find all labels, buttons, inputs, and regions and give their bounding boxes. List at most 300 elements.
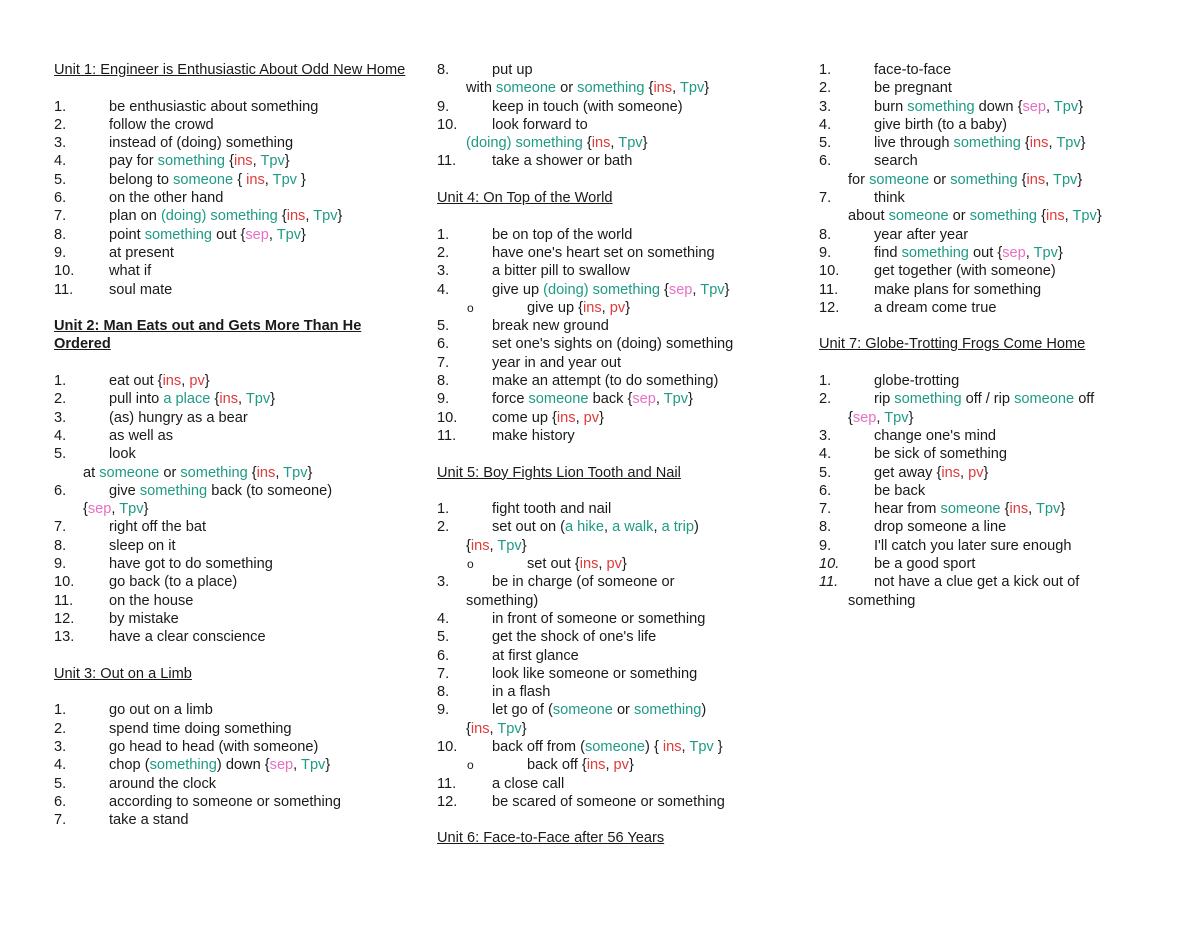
item-text — [492, 665, 697, 683]
text-run: be sick of something — [874, 446, 1008, 463]
list-item — [819, 427, 1179, 445]
item-text — [492, 775, 564, 793]
list-item — [437, 317, 797, 335]
text-run: find — [874, 244, 902, 261]
text-run: , — [181, 373, 190, 390]
placeholder-term: Tpv — [1053, 171, 1078, 188]
placeholder-term: something — [894, 391, 962, 408]
item-number: 3. — [819, 427, 832, 444]
item-number: 2. — [437, 244, 450, 261]
text-run: look — [109, 446, 136, 463]
text-run: for — [848, 171, 870, 188]
list-item — [819, 555, 1179, 573]
text-run: , — [293, 757, 302, 774]
list-item — [437, 98, 797, 116]
text-run: break new ground — [492, 318, 609, 335]
column-2 — [437, 61, 797, 848]
item-number: 6. — [819, 153, 832, 170]
type-tag: ins — [579, 556, 599, 573]
item-text — [109, 555, 273, 573]
list-item — [54, 518, 414, 536]
item-text — [874, 189, 905, 207]
item-text — [848, 592, 915, 610]
item-number: 11. — [54, 281, 74, 298]
sub-item — [437, 299, 797, 317]
item-text — [109, 189, 223, 207]
text-run: I'll catch you later sure enough — [874, 537, 1072, 554]
item-number: 10. — [819, 263, 840, 280]
type-tag: ins — [219, 391, 239, 408]
list-item — [437, 354, 797, 372]
text-run: what if — [109, 263, 152, 280]
item-text — [109, 811, 189, 829]
list-item — [437, 116, 797, 134]
item-number: 2. — [54, 391, 67, 408]
text-run: , — [655, 391, 664, 408]
item-number: 1. — [54, 98, 67, 115]
item-number: 12. — [54, 610, 75, 627]
text-run: (as) hungry as a bear — [109, 409, 248, 426]
item-text — [492, 738, 723, 756]
text-run: give birth (to a baby) — [874, 116, 1008, 133]
text-run: get together (with someone) — [874, 263, 1056, 280]
placeholder-term: Tpv — [272, 171, 297, 188]
list-item — [437, 701, 797, 719]
list-item — [54, 262, 414, 280]
text-run: out { — [968, 244, 1003, 261]
list-item — [819, 299, 1179, 317]
text-run: , — [960, 464, 969, 481]
list-item — [437, 372, 797, 390]
type-tag: ins — [591, 135, 611, 152]
text-run: a bitter pill to swallow — [492, 263, 630, 280]
placeholder-term: Tpv — [1036, 501, 1061, 518]
placeholder-term: someone — [528, 391, 589, 408]
unit-heading — [437, 464, 797, 482]
list-item — [819, 445, 1179, 463]
placeholder-term: someone — [552, 702, 613, 719]
item-text — [492, 518, 699, 536]
text-run: burn — [874, 98, 908, 115]
item-text — [466, 79, 709, 97]
list-item — [54, 427, 414, 445]
item-text — [492, 793, 725, 811]
placeholder-term: something — [577, 80, 645, 97]
item-continuation — [819, 207, 1179, 225]
list-item — [437, 409, 797, 427]
list-item — [437, 244, 797, 262]
text-run: give up — [492, 281, 544, 298]
item-text — [874, 299, 996, 317]
text-run: { — [659, 281, 669, 298]
item-number: 11. — [54, 592, 74, 609]
column-3 — [819, 61, 1179, 610]
text-run: } — [704, 80, 710, 97]
text-run: set one's sights on (doing) something — [492, 336, 734, 353]
text-run: , — [1046, 98, 1054, 115]
item-text — [109, 592, 193, 610]
item-number: 1. — [54, 373, 67, 390]
text-run: , — [605, 757, 614, 774]
item-text — [874, 281, 1041, 299]
list-item — [54, 244, 414, 262]
list-item — [437, 738, 797, 756]
text-run: hear from — [874, 501, 941, 518]
item-number: 8. — [54, 226, 67, 243]
placeholder-term: Tpv — [497, 537, 522, 554]
text-run: } — [983, 464, 989, 481]
list-item — [437, 226, 797, 244]
list-item — [819, 390, 1179, 408]
text-run: , — [681, 738, 690, 755]
text-run: } — [270, 391, 276, 408]
item-number: 9. — [819, 537, 832, 554]
placeholder-term: (doing) something — [160, 208, 278, 225]
list-item — [437, 335, 797, 353]
text-run: pay for — [109, 153, 158, 170]
item-text — [527, 756, 634, 774]
item-text — [527, 299, 630, 317]
item-text — [492, 500, 611, 518]
item-text — [109, 482, 332, 500]
spacer — [54, 79, 414, 97]
item-text — [874, 116, 1007, 134]
text-run: , — [1064, 208, 1073, 225]
placeholder-term: Tpv — [276, 226, 302, 243]
item-text — [848, 207, 1102, 225]
text-run: take a shower or bath — [492, 153, 633, 170]
item-number: 6. — [437, 336, 450, 353]
spacer — [437, 207, 797, 225]
text-run: { — [83, 501, 88, 518]
text-run: or — [159, 464, 181, 481]
item-text — [874, 79, 952, 97]
text-run: off — [1074, 391, 1095, 408]
unit-heading — [819, 335, 1179, 353]
type-tag: sep — [87, 501, 112, 518]
text-run: { — [466, 720, 471, 737]
text-run: , — [598, 556, 607, 573]
text-run: think — [874, 190, 905, 207]
item-number: 6. — [54, 793, 67, 810]
bullet-icon: o — [467, 557, 474, 572]
item-number: 2. — [819, 80, 832, 97]
heading-text: Unit 1: — [54, 62, 101, 78]
heading-text: Unit 3: Out on a Limb — [54, 665, 192, 682]
item-text — [874, 152, 918, 170]
list-item — [819, 61, 1179, 79]
text-run: { — [582, 135, 592, 152]
text-run: keep in touch (with someone) — [492, 98, 683, 115]
item-number: 7. — [437, 354, 450, 371]
item-text — [492, 116, 588, 134]
unit-heading — [54, 665, 414, 683]
item-continuation — [437, 134, 797, 152]
text-run: , — [238, 391, 246, 408]
item-text — [492, 317, 609, 335]
list-item — [437, 573, 797, 591]
item-number: 5. — [437, 318, 450, 335]
text-run: } — [301, 226, 306, 243]
item-number: 8. — [819, 519, 832, 536]
item-text — [848, 409, 913, 427]
text-run: , — [275, 464, 284, 481]
item-number: 9. — [437, 98, 450, 115]
text-run: face-to-face — [874, 62, 952, 78]
text-run: } — [621, 556, 627, 573]
text-run: or — [556, 80, 578, 97]
list-item — [437, 610, 797, 628]
list-item — [819, 537, 1179, 555]
text-run: at first glance — [492, 647, 579, 664]
heading-text: Unit 6: Face-to-Face after 56 Years — [437, 830, 665, 847]
item-text — [109, 610, 179, 628]
item-number: 5. — [54, 171, 67, 188]
spacer — [54, 299, 414, 317]
spacer — [54, 683, 414, 701]
text-run: } — [143, 501, 149, 518]
placeholder-term: Tpv — [618, 135, 643, 152]
text-run: set out { — [527, 556, 580, 573]
list-item — [819, 500, 1179, 518]
list-item — [54, 445, 414, 463]
item-number: 4. — [54, 757, 67, 774]
item-text — [83, 464, 312, 482]
item-number: 11. — [437, 153, 457, 170]
item-text — [109, 390, 275, 408]
item-text — [466, 537, 527, 555]
placeholder-term: a walk — [612, 519, 654, 536]
list-item — [819, 372, 1179, 390]
text-run: chop ( — [109, 757, 150, 774]
item-text — [109, 152, 290, 170]
list-item — [54, 775, 414, 793]
text-run: } — [1096, 208, 1102, 225]
placeholder-term: Tpv — [884, 409, 909, 426]
list-item — [54, 738, 414, 756]
text-run: , — [692, 281, 701, 298]
text-run: sleep on it — [109, 537, 176, 554]
item-text — [492, 390, 693, 408]
list-item — [54, 610, 414, 628]
text-run: , — [653, 519, 662, 536]
item-text — [874, 61, 951, 79]
item-continuation — [54, 500, 414, 518]
placeholder-term: someone — [888, 208, 949, 225]
item-text — [109, 738, 318, 756]
text-run: be back — [874, 482, 926, 499]
text-run: { — [644, 80, 654, 97]
list-item — [437, 427, 797, 445]
list-item — [54, 134, 414, 152]
item-number: 8. — [437, 373, 450, 390]
list-item — [54, 98, 414, 116]
text-run: , — [575, 409, 584, 426]
item-number: 5. — [54, 775, 67, 792]
placeholder-term: Tpv — [689, 738, 714, 755]
text-run: { — [848, 409, 853, 426]
text-run: } — [1057, 244, 1063, 261]
sub-item — [437, 756, 797, 774]
placeholder-term: Tpv — [301, 757, 326, 774]
list-item — [54, 482, 414, 500]
placeholder-term: Tpv — [283, 464, 308, 481]
item-number: 3. — [54, 738, 67, 755]
item-text — [492, 98, 683, 116]
text-run: { — [466, 537, 471, 554]
item-number: 9. — [437, 391, 450, 408]
text-run: follow the crowd — [109, 116, 214, 133]
text-run: rip — [874, 391, 895, 408]
item-number: 8. — [437, 684, 450, 701]
type-tag: pv — [583, 409, 600, 426]
type-tag: ins — [583, 299, 602, 316]
text-run: back off { — [527, 757, 587, 774]
text-run: put up — [492, 62, 533, 78]
text-run: pull into — [109, 391, 164, 408]
item-number: 4. — [819, 446, 832, 463]
heading-text: Engineer is Enthusiastic About Odd New Home — [100, 62, 406, 78]
item-text — [109, 244, 174, 262]
text-run: set out on ( — [492, 519, 566, 536]
text-run: according to someone or something — [109, 793, 342, 810]
item-text — [109, 207, 342, 225]
item-text — [466, 134, 647, 152]
spacer — [819, 317, 1179, 335]
type-tag: ins — [162, 373, 182, 390]
spacer — [437, 445, 797, 463]
item-text — [874, 134, 1086, 152]
text-run: a close call — [492, 775, 565, 792]
type-tag: ins — [653, 80, 673, 97]
text-run: } — [337, 208, 343, 225]
text-run: down { — [974, 98, 1023, 115]
placeholder-term: Tpv — [245, 391, 271, 408]
text-run: } — [724, 281, 730, 298]
type-tag: sep — [245, 226, 269, 243]
text-run: , — [1045, 171, 1054, 188]
item-number: 7. — [54, 812, 67, 829]
text-run: } — [1077, 171, 1083, 188]
list-item — [437, 500, 797, 518]
item-text — [492, 152, 632, 170]
text-run: give up { — [527, 299, 583, 316]
item-text — [109, 701, 213, 719]
item-number: 2. — [819, 391, 832, 408]
text-run: , — [610, 135, 619, 152]
heading-text: Unit 4: On Top of the World — [437, 190, 613, 207]
text-run: instead of (doing) something — [109, 135, 294, 152]
item-text — [874, 262, 1056, 280]
item-number: 7. — [437, 665, 450, 682]
item-number: 11. — [819, 574, 839, 591]
text-run: get away { — [874, 464, 942, 481]
text-run: , — [489, 720, 498, 737]
type-tag: ins — [1026, 171, 1046, 188]
spacer — [437, 482, 797, 500]
text-run: soul mate — [109, 281, 173, 298]
type-tag: ins — [662, 738, 682, 755]
text-run: , — [268, 226, 277, 243]
item-number: 5. — [54, 446, 67, 463]
text-run: be on top of the world — [492, 226, 633, 243]
text-run: } — [688, 391, 693, 408]
text-run: be pregnant — [874, 80, 952, 97]
list-item — [54, 592, 414, 610]
item-number: 11. — [437, 427, 457, 444]
text-run: plan on — [109, 208, 161, 225]
text-run: } — [296, 171, 306, 188]
type-tag: ins — [1009, 501, 1029, 518]
item-number: 10. — [437, 116, 458, 133]
item-continuation — [819, 592, 1179, 610]
item-number: 5. — [819, 135, 832, 152]
placeholder-term: (doing) something — [466, 135, 583, 152]
item-text — [874, 445, 1007, 463]
item-number: 1. — [819, 373, 832, 390]
placeholder-term: someone — [496, 80, 557, 97]
placeholder-term: someone — [940, 501, 1001, 518]
list-item — [54, 281, 414, 299]
item-text — [492, 281, 729, 299]
list-item — [819, 116, 1179, 134]
item-text — [109, 281, 172, 299]
item-number: 3. — [437, 263, 450, 280]
text-run: out { — [212, 226, 246, 243]
item-number: 4. — [437, 610, 450, 627]
item-text — [492, 701, 706, 719]
item-text — [492, 647, 579, 665]
item-text — [109, 573, 237, 591]
text-run: { — [277, 208, 287, 225]
text-run: , — [601, 299, 610, 316]
type-tag: ins — [1046, 208, 1065, 225]
list-item — [819, 134, 1179, 152]
text-run: } — [628, 757, 634, 774]
text-run: ) — [694, 519, 699, 536]
text-run: have a clear conscience — [109, 629, 266, 646]
text-run: search — [874, 153, 918, 170]
item-text — [109, 445, 136, 463]
placeholder-term: something — [149, 757, 217, 774]
item-text — [492, 262, 630, 280]
type-tag: ins — [470, 537, 490, 554]
text-run: } — [713, 738, 723, 755]
text-run: ) down { — [216, 757, 270, 774]
heading-text: Unit 2: Man Eats out and Gets More Than He Ordered — [54, 318, 362, 353]
list-item — [437, 518, 797, 536]
item-number: 10. — [437, 409, 458, 426]
type-tag: sep — [1002, 244, 1026, 261]
item-number: 12. — [437, 793, 458, 810]
list-item — [54, 573, 414, 591]
text-run: } — [908, 409, 914, 426]
text-run: , — [111, 501, 120, 518]
text-run: look like someone or something — [492, 665, 698, 682]
item-number: 2. — [54, 720, 67, 737]
placeholder-term: someone — [99, 464, 160, 481]
placeholder-term: Tpv — [119, 501, 144, 518]
spacer — [437, 811, 797, 829]
placeholder-term: something — [901, 244, 969, 261]
item-text — [109, 628, 266, 646]
text-run: } — [599, 409, 604, 426]
item-number: 8. — [54, 537, 67, 554]
item-text — [109, 518, 206, 536]
item-number: 9. — [54, 556, 67, 573]
list-item — [54, 390, 414, 408]
type-tag: pv — [968, 464, 984, 481]
